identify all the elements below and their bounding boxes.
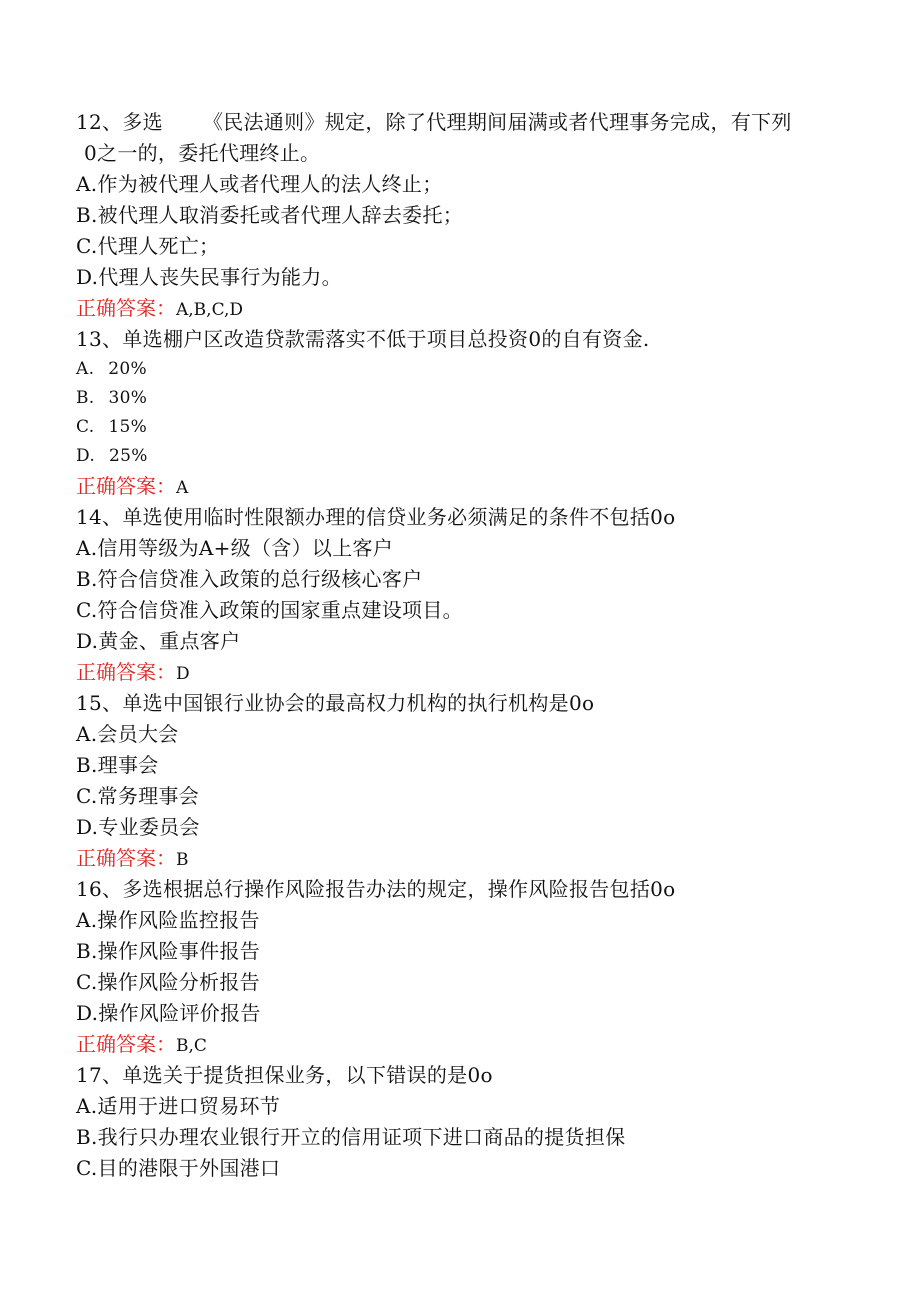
question-14-option-d: D.黄金、重点客户 bbox=[76, 629, 241, 653]
answer-label: 正确答案： bbox=[76, 1032, 176, 1056]
option-letter: D. bbox=[76, 446, 96, 466]
question-14-stem: 14、单选使用临时性限额办理的信贷业务必须满足的条件不包括0o bbox=[76, 505, 676, 529]
question-12-option-c: C.代理人死亡； bbox=[76, 234, 220, 258]
question-16-option-b: B.操作风险事件报告 bbox=[76, 939, 261, 963]
question-16-option-c: C.操作风险分析报告 bbox=[76, 970, 260, 994]
answer-value: B,C bbox=[176, 1036, 207, 1056]
option-letter: A. bbox=[76, 359, 95, 379]
question-13-stem: 13、单选棚户区改造贷款需落实不低于项目总投资0的自有资金. bbox=[76, 327, 650, 351]
question-17-option-b: B.我行只办理农业银行开立的信用证项下进口商品的提货担保 bbox=[76, 1125, 626, 1149]
question-list bbox=[76, 107, 866, 1184]
answer-label: 正确答案： bbox=[76, 474, 176, 498]
question-16-stem: 16、多选根据总行操作风险报告办法的规定，操作风险报告包括0o bbox=[76, 877, 676, 901]
answer-label: 正确答案： bbox=[76, 660, 176, 684]
question-13-option-d bbox=[76, 442, 866, 471]
answer-label: 正确答案： bbox=[76, 846, 176, 870]
question-12-answer bbox=[76, 293, 866, 324]
question-15-option-a: A.会员大会 bbox=[76, 722, 179, 746]
question-12-stem-cont: 0之一的，委托代理终止。 bbox=[84, 141, 321, 165]
question-15-option-d: D.专业委员会 bbox=[76, 815, 200, 839]
question-13-answer bbox=[76, 471, 866, 502]
question-12-option-d: D.代理人丧失民事行为能力。 bbox=[76, 265, 342, 289]
question-16-option-a: A.操作风险监控报告 bbox=[76, 908, 260, 932]
question-15-answer bbox=[76, 843, 866, 874]
question-16-answer bbox=[76, 1029, 866, 1060]
question-14-answer bbox=[76, 657, 866, 688]
question-13-option-a bbox=[76, 355, 866, 384]
answer-value: A,B,C,D bbox=[176, 300, 244, 320]
question-14-option-a: A.信用等级为A+级（含）以上客户 bbox=[76, 536, 394, 560]
answer-value: B bbox=[176, 850, 189, 870]
question-14-option-b: B.符合信贷准入政策的总行级核心客户 bbox=[76, 567, 423, 591]
question-12-stem bbox=[76, 107, 866, 138]
option-value: 30% bbox=[108, 388, 148, 408]
question-12-number: 12、多选 bbox=[76, 110, 163, 134]
question-15-option-b: B.理事会 bbox=[76, 753, 159, 777]
question-14-option-c: C.符合信贷准入政策的国家重点建设项目。 bbox=[76, 598, 463, 622]
question-15-option-c: C.常务理事会 bbox=[76, 784, 200, 808]
answer-value: A bbox=[176, 478, 189, 498]
question-17-option-a: A.适用于进口贸易环节 bbox=[76, 1094, 281, 1118]
question-16-option-d: D.操作风险评价报告 bbox=[76, 1001, 261, 1025]
question-15-stem: 15、单选中国银行业协会的最高权力机构的执行机构是0o bbox=[76, 691, 595, 715]
question-12-text: 《民法通则》规定，除了代理期间届满或者代理事务完成，有下列 bbox=[202, 110, 792, 134]
option-value: 15% bbox=[108, 417, 148, 437]
question-17-option-c: C.目的港限于外国港口 bbox=[76, 1156, 281, 1180]
question-12-option-b: B.被代理人取消委托或者代理人辞去委托； bbox=[76, 203, 464, 227]
answer-value: D bbox=[176, 664, 190, 684]
option-value: 20% bbox=[108, 359, 147, 379]
question-12-option-a: A.作为被代理人或者代理人的法人终止； bbox=[76, 172, 443, 196]
question-13-option-b bbox=[76, 384, 866, 413]
option-letter: C. bbox=[76, 417, 95, 437]
option-letter: B. bbox=[76, 388, 95, 408]
question-17-stem: 17、单选关于提货担保业务，以下错误的是0o bbox=[76, 1063, 493, 1087]
option-value: 25% bbox=[109, 446, 148, 466]
answer-label: 正确答案： bbox=[76, 296, 176, 320]
question-13-option-c bbox=[76, 413, 866, 442]
